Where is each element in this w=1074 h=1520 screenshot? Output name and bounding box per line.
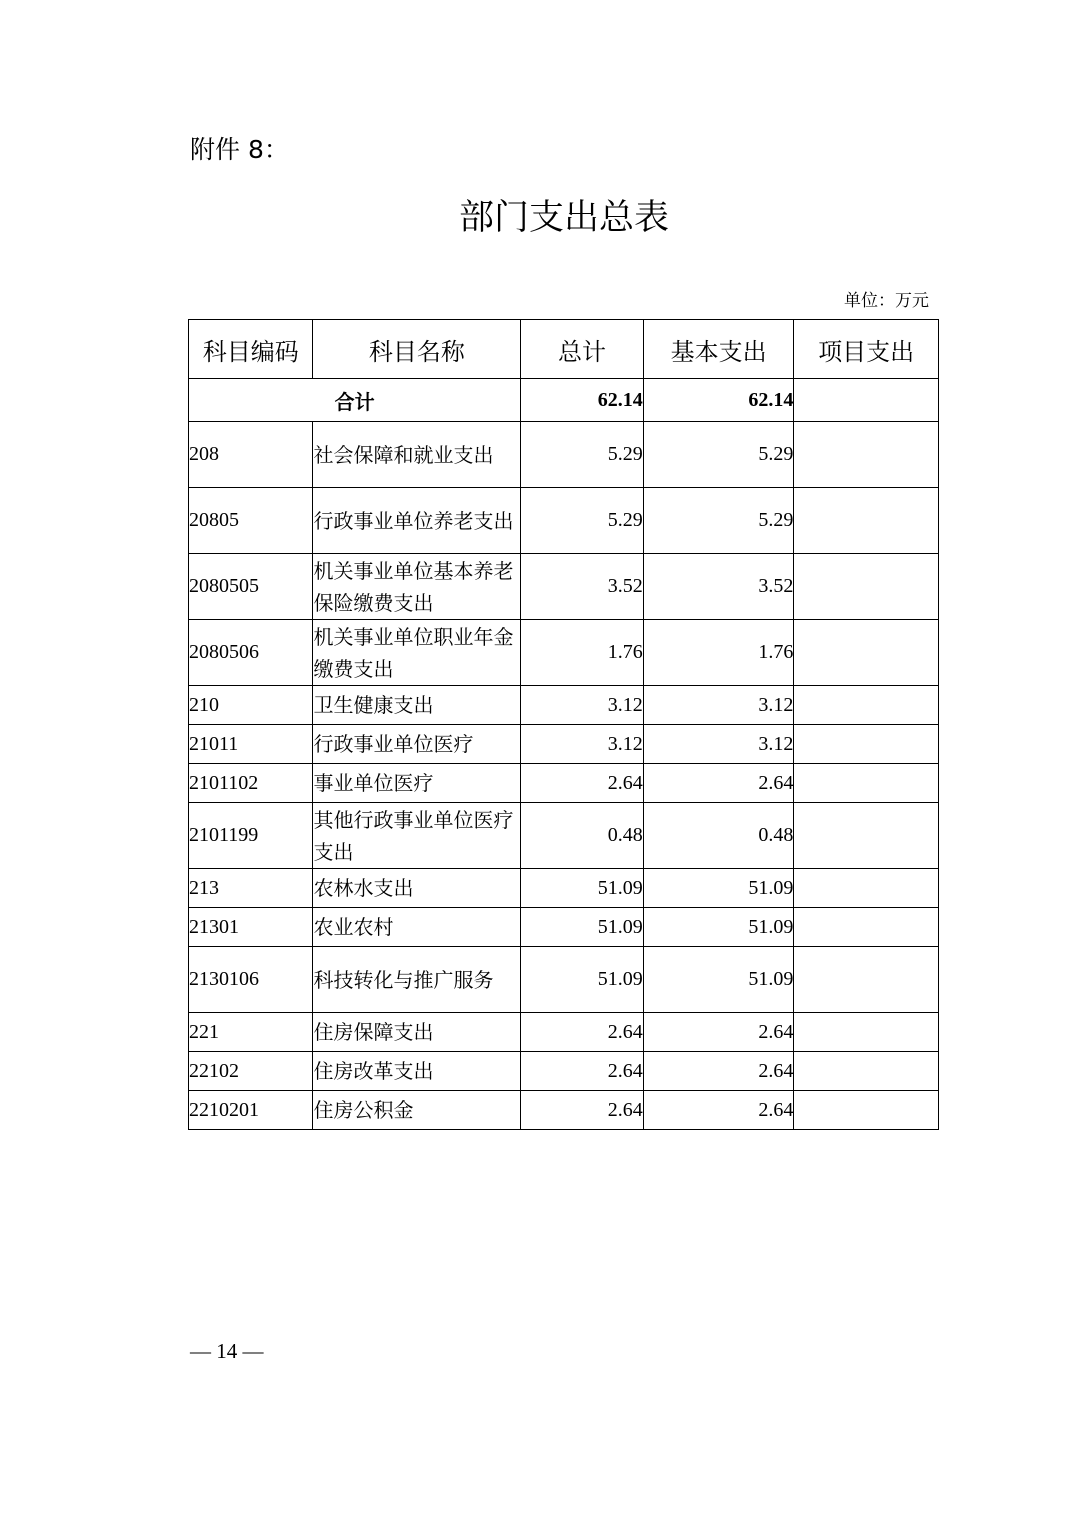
row-basic: 51.09	[643, 869, 794, 908]
header-total: 总计	[521, 320, 643, 379]
row-basic: 5.29	[643, 488, 794, 554]
row-project	[794, 1052, 939, 1091]
row-total: 51.09	[521, 947, 643, 1013]
row-basic: 5.29	[643, 422, 794, 488]
row-total: 2.64	[521, 1013, 643, 1052]
total-row	[189, 379, 939, 422]
row-name: 机关事业单位基本养老保险缴费支出	[313, 554, 521, 620]
row-total: 51.09	[521, 869, 643, 908]
total-label: 合计	[189, 379, 521, 422]
row-total: 2.64	[521, 1091, 643, 1130]
header-basic: 基本支出	[643, 320, 794, 379]
row-code: 21301	[189, 908, 313, 947]
row-code: 2210201	[189, 1091, 313, 1130]
table-row	[189, 764, 939, 803]
row-code: 22102	[189, 1052, 313, 1091]
row-name: 事业单位医疗	[313, 764, 521, 803]
row-name: 行政事业单位医疗	[313, 725, 521, 764]
table-row	[189, 869, 939, 908]
row-basic: 1.76	[643, 620, 794, 686]
row-name: 农业农村	[313, 908, 521, 947]
row-name: 科技转化与推广服务	[313, 947, 521, 1013]
total-total: 62.14	[521, 379, 643, 422]
table-row	[189, 554, 939, 620]
row-total: 3.12	[521, 686, 643, 725]
row-name: 其他行政事业单位医疗支出	[313, 803, 521, 869]
row-project	[794, 725, 939, 764]
row-total: 2.64	[521, 1052, 643, 1091]
row-code: 2080505	[189, 554, 313, 620]
table-row	[189, 803, 939, 869]
row-project	[794, 686, 939, 725]
row-code: 20805	[189, 488, 313, 554]
row-project	[794, 803, 939, 869]
unit-label: 单位：万元	[844, 291, 929, 311]
row-project	[794, 620, 939, 686]
row-name: 卫生健康支出	[313, 686, 521, 725]
row-name: 住房公积金	[313, 1091, 521, 1130]
row-total: 2.64	[521, 764, 643, 803]
row-total: 51.09	[521, 908, 643, 947]
row-name: 农林水支出	[313, 869, 521, 908]
table-row	[189, 908, 939, 947]
row-basic: 2.64	[643, 1091, 794, 1130]
row-project	[794, 1091, 939, 1130]
row-code: 21011	[189, 725, 313, 764]
table-row	[189, 488, 939, 554]
table-row	[189, 620, 939, 686]
row-project	[794, 947, 939, 1013]
row-code: 2130106	[189, 947, 313, 1013]
row-project	[794, 488, 939, 554]
expenditure-table	[188, 319, 939, 1130]
header-name: 科目名称	[313, 320, 521, 379]
table-row	[189, 947, 939, 1013]
row-code: 221	[189, 1013, 313, 1052]
header-project: 项目支出	[794, 320, 939, 379]
row-basic: 51.09	[643, 908, 794, 947]
row-basic: 3.12	[643, 725, 794, 764]
total-project	[794, 379, 939, 422]
table-row	[189, 422, 939, 488]
page-number: — 14 —	[190, 1339, 264, 1363]
table-row	[189, 1013, 939, 1052]
row-basic: 2.64	[643, 1052, 794, 1091]
row-project	[794, 554, 939, 620]
row-code: 2101102	[189, 764, 313, 803]
row-total: 0.48	[521, 803, 643, 869]
row-name: 住房改革支出	[313, 1052, 521, 1091]
row-basic: 2.64	[643, 764, 794, 803]
table-header-row	[189, 320, 939, 379]
row-name: 机关事业单位职业年金缴费支出	[313, 620, 521, 686]
row-name: 行政事业单位养老支出	[313, 488, 521, 554]
row-total: 3.52	[521, 554, 643, 620]
row-project	[794, 869, 939, 908]
row-total: 5.29	[521, 488, 643, 554]
row-code: 213	[189, 869, 313, 908]
row-total: 3.12	[521, 725, 643, 764]
row-basic: 0.48	[643, 803, 794, 869]
row-basic: 51.09	[643, 947, 794, 1013]
table-row	[189, 686, 939, 725]
total-basic: 62.14	[643, 379, 794, 422]
header-code: 科目编码	[189, 320, 313, 379]
row-project	[794, 1013, 939, 1052]
row-project	[794, 908, 939, 947]
row-total: 5.29	[521, 422, 643, 488]
row-code: 2101199	[189, 803, 313, 869]
row-basic: 3.52	[643, 554, 794, 620]
row-name: 社会保障和就业支出	[313, 422, 521, 488]
attachment-label: 附件 8：	[190, 135, 289, 164]
row-code: 210	[189, 686, 313, 725]
row-code: 2080506	[189, 620, 313, 686]
document-title: 部门支出总表	[458, 198, 669, 238]
row-name: 住房保障支出	[313, 1013, 521, 1052]
row-basic: 2.64	[643, 1013, 794, 1052]
table-row	[189, 725, 939, 764]
row-code: 208	[189, 422, 313, 488]
table-row	[189, 1052, 939, 1091]
row-project	[794, 764, 939, 803]
table-row	[189, 1091, 939, 1130]
row-total: 1.76	[521, 620, 643, 686]
row-project	[794, 422, 939, 488]
row-basic: 3.12	[643, 686, 794, 725]
